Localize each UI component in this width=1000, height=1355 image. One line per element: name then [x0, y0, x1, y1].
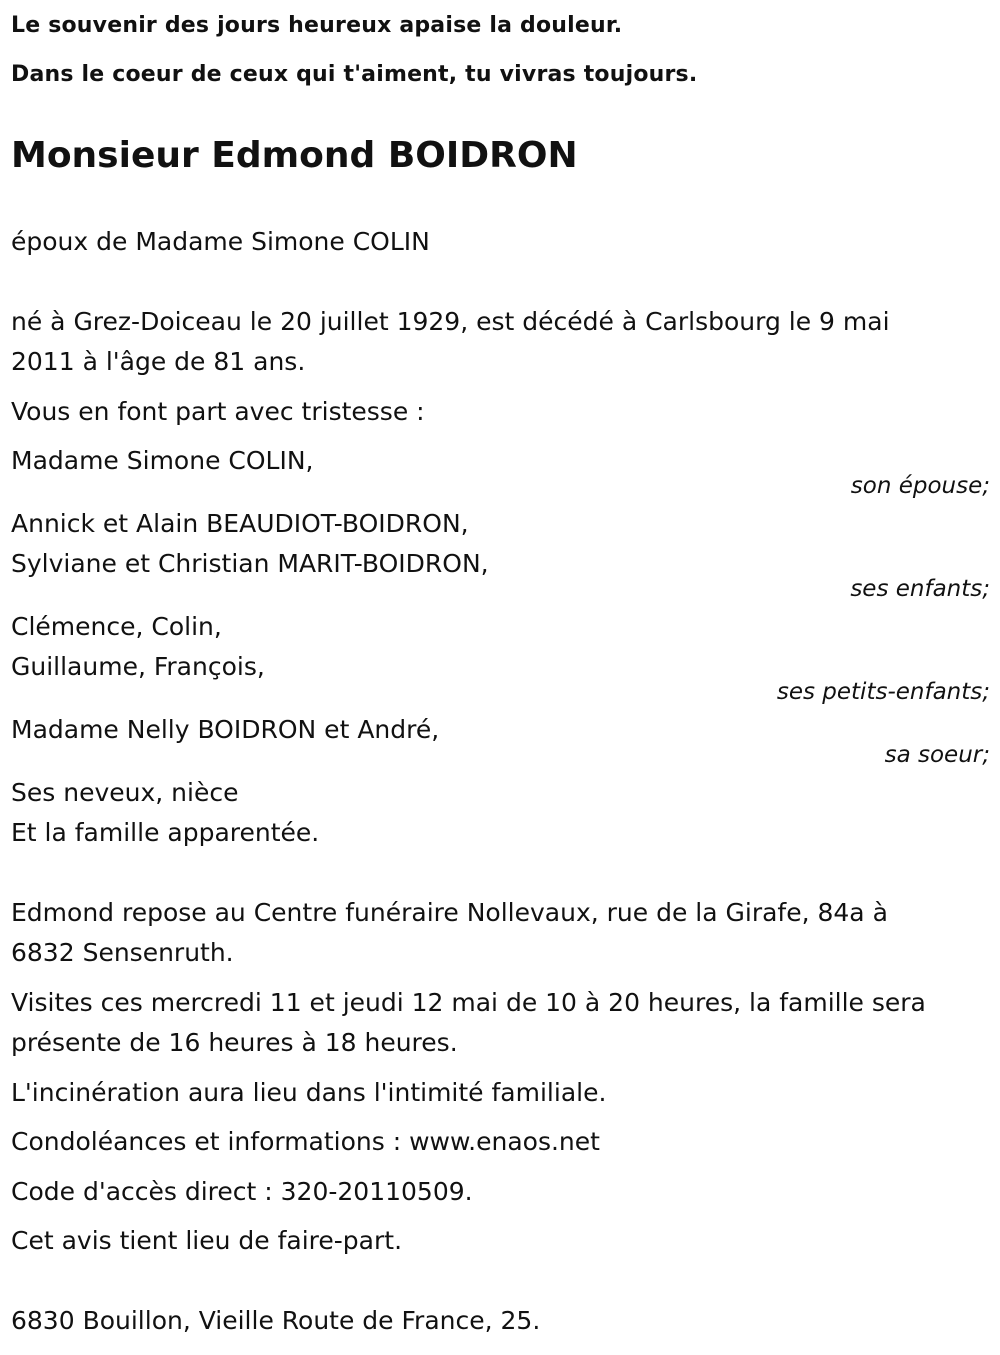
quote-line-2: Dans le coeur de ceux qui t'aiment, tu vivras toujours.: [11, 62, 698, 87]
spouse-line: époux de Madame Simone COLIN: [11, 227, 430, 256]
birth-line-1: né à Grez-Doiceau le 20 juillet 1929, est décédé à Carlsbourg le 9 mai: [11, 307, 890, 336]
intro-line: Vous en font part avec tristesse :: [11, 397, 425, 426]
family-children-name-1: Annick et Alain BEAUDIOT-BOIDRON,: [11, 509, 469, 538]
relatives-line-1: Ses neveux, nièce: [11, 778, 239, 807]
rest-line-1: Edmond repose au Centre funéraire Nollevaux, rue de la Girafe, 84a à: [11, 898, 888, 927]
deceased-name: Monsieur Edmond BOIDRON: [11, 135, 578, 176]
family-spouse-name: Madame Simone COLIN,: [11, 446, 314, 475]
family-grandchildren-name-2: Guillaume, François,: [11, 652, 265, 681]
visits-line-1: Visites ces mercredi 11 et jeudi 12 mai de 10 à 20 heures, la famille sera: [11, 988, 926, 1017]
notice-line: Cet avis tient lieu de faire-part.: [11, 1226, 403, 1255]
family-sister-name: Madame Nelly BOIDRON et André,: [11, 715, 440, 744]
family-grandchildren-role: ses petits-enfants;: [776, 679, 990, 705]
family-sister-role: sa soeur;: [884, 742, 990, 768]
address-line: 6830 Bouillon, Vieille Route de France, 25.: [11, 1306, 541, 1335]
family-children-name-2: Sylviane et Christian MARIT-BOIDRON,: [11, 549, 489, 578]
family-children-role: ses enfants;: [850, 576, 990, 602]
incineration-line: L'incinération aura lieu dans l'intimité familiale.: [11, 1078, 607, 1107]
rest-line-2: 6832 Sensenruth.: [11, 938, 234, 967]
relatives-line-2: Et la famille apparentée.: [11, 818, 320, 847]
access-code-line: Code d'accès direct : 320-20110509.: [11, 1177, 473, 1206]
family-grandchildren-name-1: Clémence, Colin,: [11, 612, 222, 641]
quote-line-1: Le souvenir des jours heureux apaise la douleur.: [11, 13, 623, 38]
visits-line-2: présente de 16 heures à 18 heures.: [11, 1028, 458, 1057]
condolences-line: Condoléances et informations : www.enaos.net: [11, 1127, 600, 1156]
birth-line-2: 2011 à l'âge de 81 ans.: [11, 347, 306, 376]
family-spouse-role: son épouse;: [850, 473, 990, 499]
